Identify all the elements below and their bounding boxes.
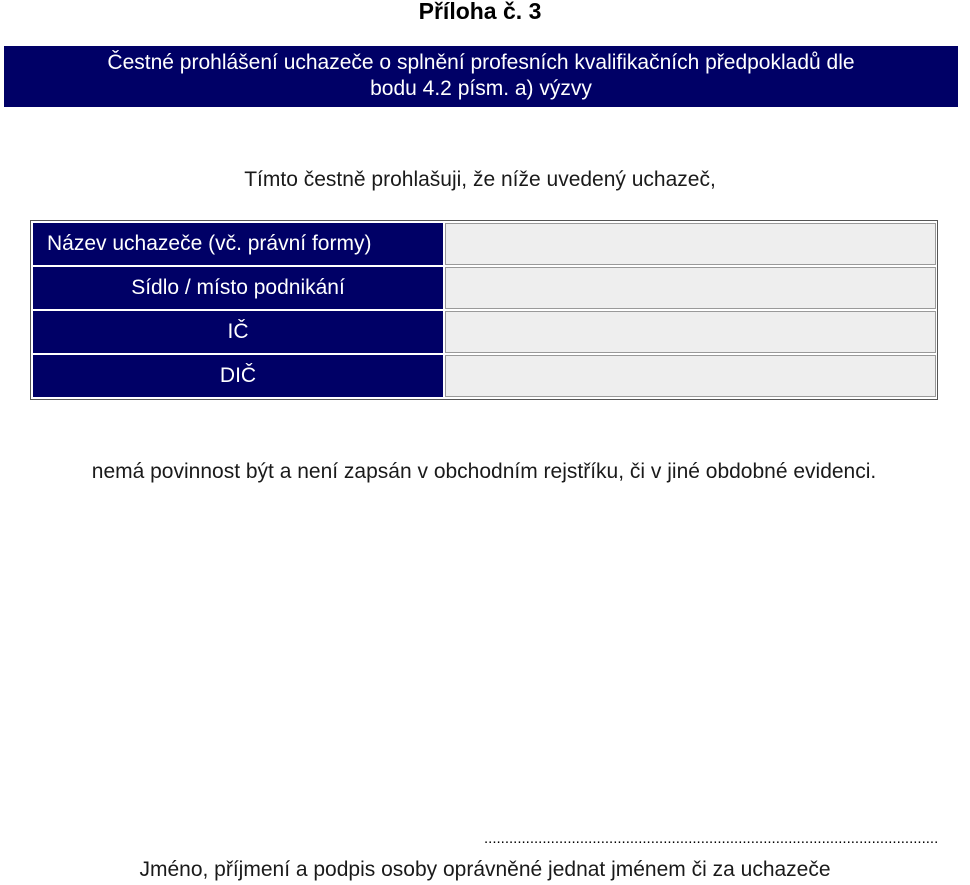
label-bidder-name: Název uchazeče (vč. právní formy) — [33, 223, 443, 265]
intro-text: Tímto čestně prohlašuji, že níže uvedený uchazeč, — [244, 168, 716, 191]
declaration-text: nemá povinnost být a není zapsán v obchodním rejstříku, či v jiné obdobné evidenci. — [91, 460, 877, 483]
header-banner-line-2: bodu 4.2 písm. a) výzvy — [370, 77, 592, 100]
signature-line: ............................................................................................................. — [484, 830, 939, 847]
table-row-seat — [31, 265, 937, 309]
bidder-info-table — [30, 220, 938, 400]
header-banner-line-1: Čestné prohlášení uchazeče o splnění profesních kvalifikačních předpokladů dle — [107, 51, 855, 74]
label-seat: Sídlo / místo podnikání — [33, 267, 443, 309]
label-ic: IČ — [33, 311, 443, 353]
table-row-ic — [31, 309, 937, 353]
input-bidder-name[interactable] — [445, 223, 936, 265]
header-banner — [4, 46, 958, 107]
input-dic[interactable] — [445, 355, 936, 397]
table-row-name — [31, 221, 937, 265]
signature-caption: Jméno, příjmení a podpis osoby oprávněné jednat jménem či za uchazeče — [139, 858, 831, 881]
table-row-dic — [31, 353, 937, 397]
input-ic[interactable] — [445, 311, 936, 353]
label-dic: DIČ — [33, 355, 443, 397]
input-seat[interactable] — [445, 267, 936, 309]
appendix-title: Příloha č. 3 — [418, 0, 542, 24]
